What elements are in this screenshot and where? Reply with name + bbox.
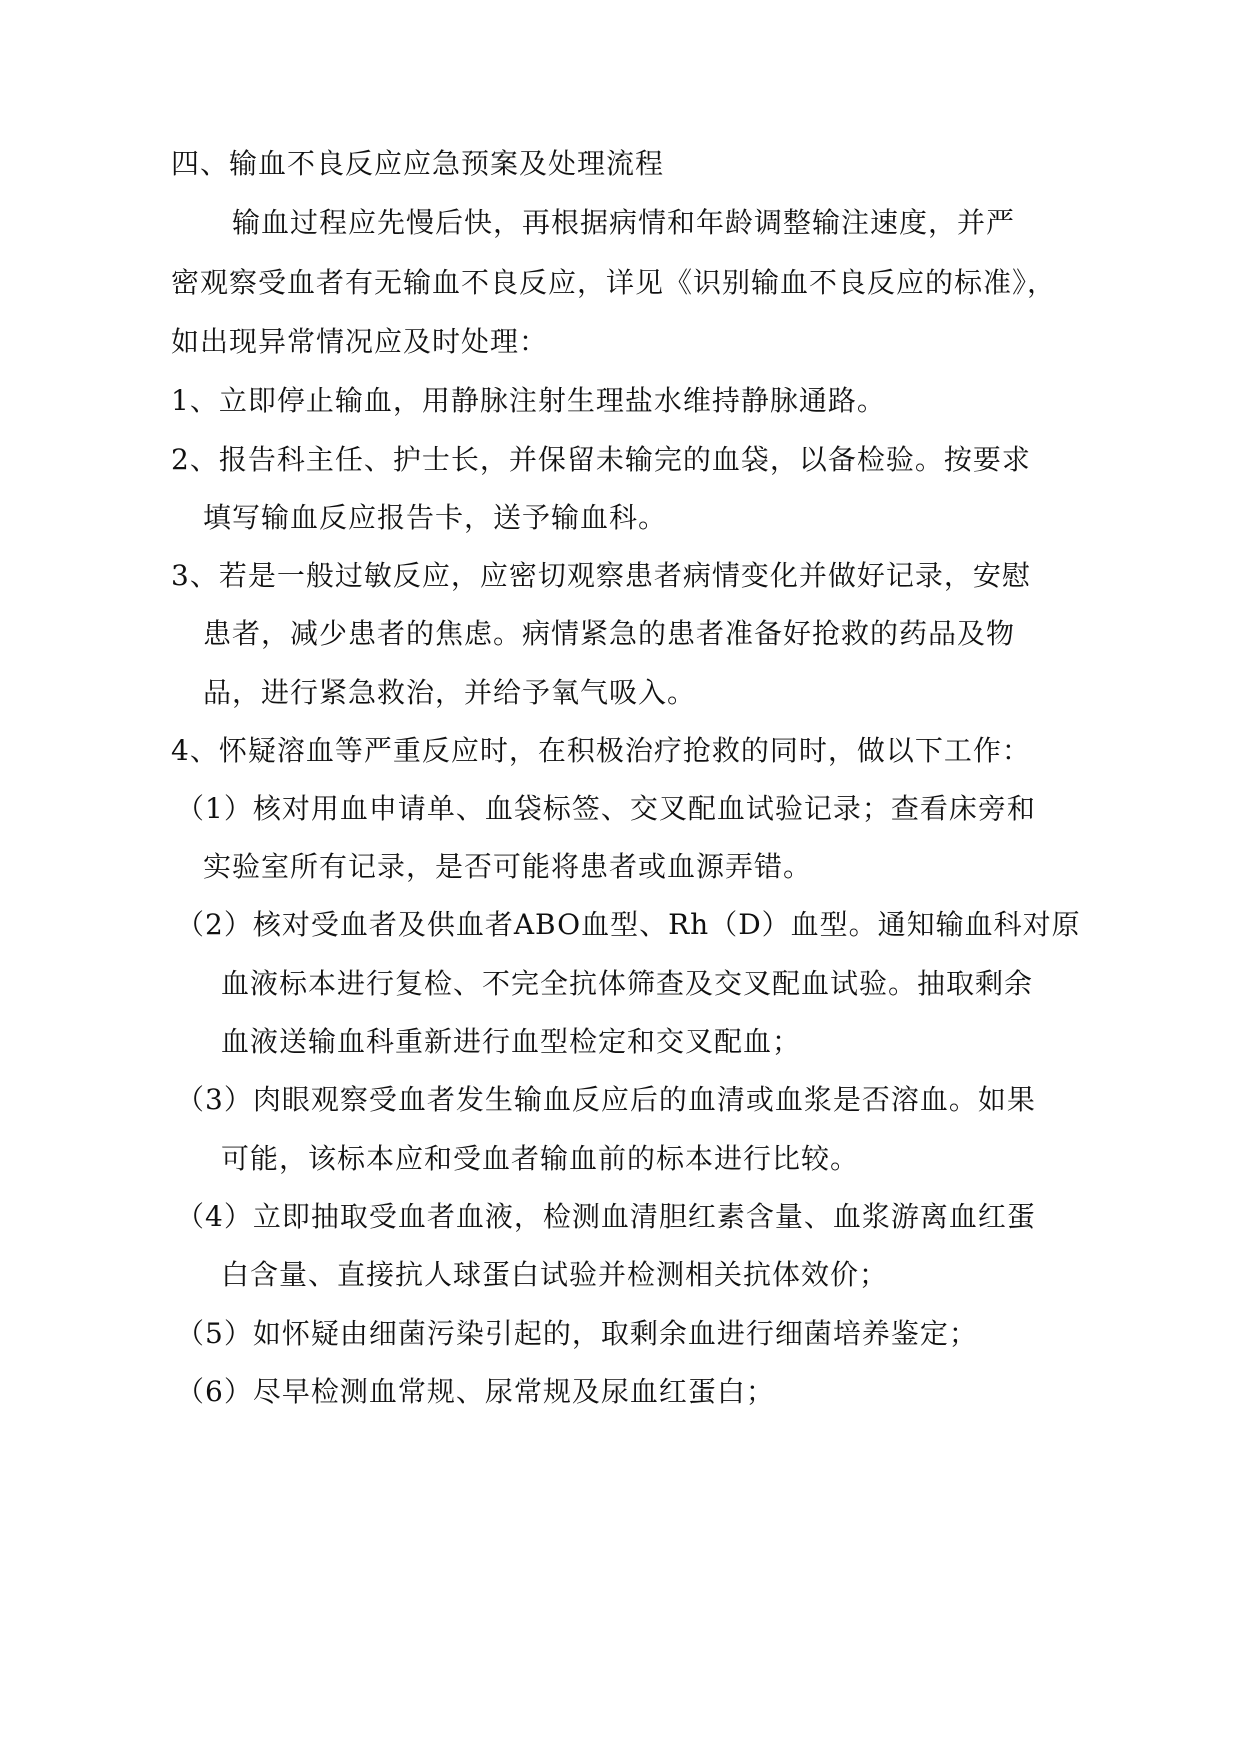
section-title: 四、输血不良反应应急预案及处理流程 <box>171 147 665 180</box>
step-3-line-3: 品，进行紧急救治，并给予氧气吸入。 <box>203 676 697 709</box>
intro-line-3: 如出现异常情况应及时处理： <box>171 325 549 358</box>
substep-6-line-1: （6）尽早检测血常规、尿常规及尿血红蛋白； <box>176 1375 775 1408</box>
step-4-line-1: 4、怀疑溶血等严重反应时，在积极治疗抢救的同时，做以下工作： <box>171 734 1031 767</box>
substep-2-line-2: 血液标本进行复检、不完全抗体筛查及交叉配血试验。抽取剩余 <box>221 967 1034 1000</box>
substep-4-line-2: 白含量、直接抗人球蛋白试验并检测相关抗体效价； <box>221 1258 889 1291</box>
substep-2-line-1: （2）核对受血者及供血者ABO血型、Rh（D）血型。通知输血科对原 <box>176 908 1081 941</box>
step-3-line-1: 3、若是一般过敏反应，应密切观察患者病情变化并做好记录，安慰 <box>171 559 1031 592</box>
step-1-line-1: 1、立即停止输血，用静脉注射生理盐水维持静脉通路。 <box>171 384 886 417</box>
substep-1-line-2: 实验室所有记录，是否可能将患者或血源弄错。 <box>203 850 813 883</box>
intro-line-1: 输血过程应先慢后快，再根据病情和年龄调整输注速度，并严 <box>232 206 1016 239</box>
step-2-line-1: 2、报告科主任、护士长，并保留未输完的血袋，以备检验。按要求 <box>171 443 1031 476</box>
substep-1-line-1: （1）核对用血申请单、血袋标签、交叉配血试验记录；查看床旁和 <box>176 792 1036 825</box>
substep-3-line-2: 可能，该标本应和受血者输血前的标本进行比较。 <box>221 1142 860 1175</box>
substep-4-line-1: （4）立即抽取受血者血液，检测血清胆红素含量、血浆游离血红蛋 <box>176 1200 1036 1233</box>
intro-line-2: 密观察受血者有无输血不良反应，详见《识别输血不良反应的标准》， <box>171 266 1057 299</box>
substep-2-line-3: 血液送输血科重新进行血型检定和交叉配血； <box>221 1025 802 1058</box>
step-2-line-2: 填写输血反应报告卡，送予输血科。 <box>203 501 668 534</box>
substep-3-line-1: （3）肉眼观察受血者发生输血反应后的血清或血浆是否溶血。如果 <box>176 1083 1036 1116</box>
step-3-line-2: 患者，减少患者的焦虑。病情紧急的患者准备好抢救的药品及物 <box>203 617 1016 650</box>
substep-5-line-1: （5）如怀疑由细菌污染引起的，取剩余血进行细菌培养鉴定； <box>176 1317 978 1350</box>
